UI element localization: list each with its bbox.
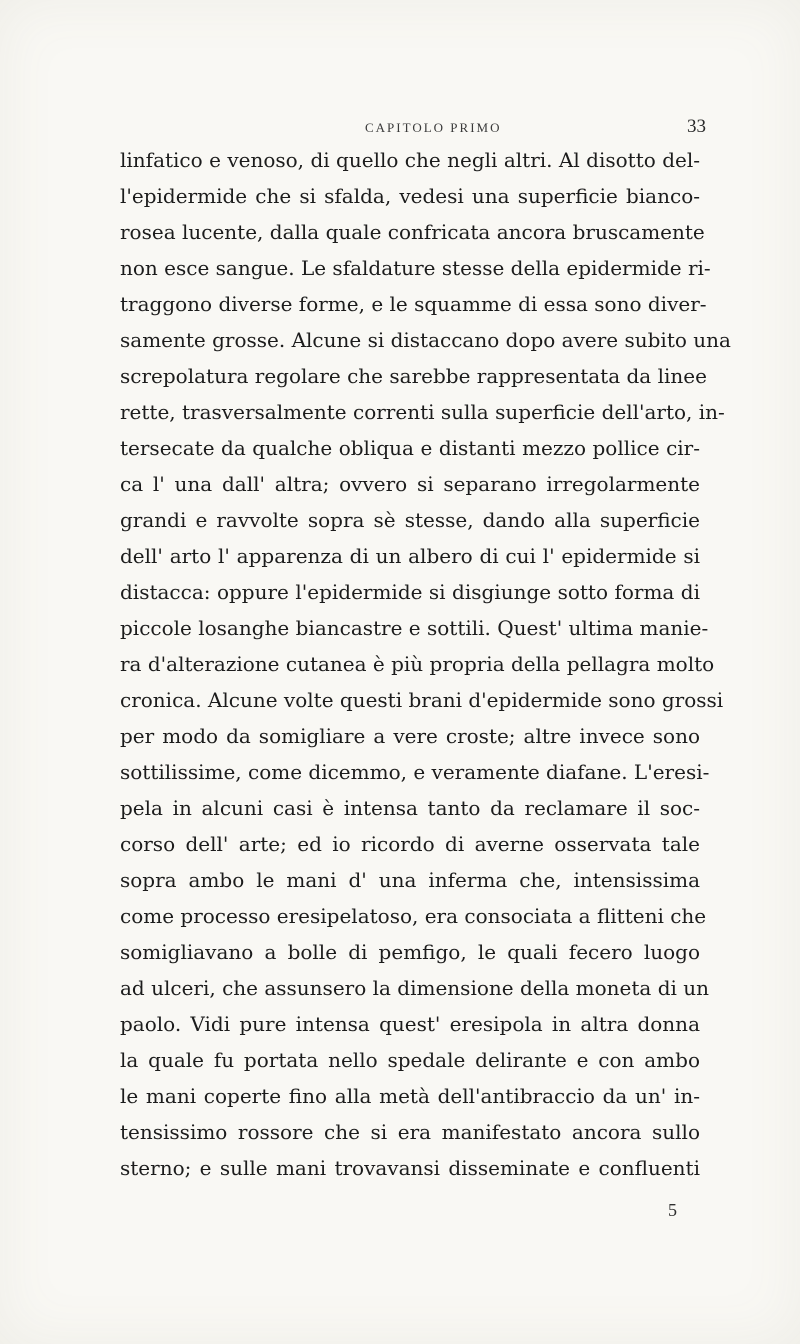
text-line: somigliavano a bolle di pemfigo, le quali fecero luogo (120, 940, 700, 964)
text-line: distacca: oppure l'epidermide si disgiunge sotto forma di (120, 580, 700, 604)
text-line: ra d'alterazione cutanea è più propria della pellagra molto (120, 652, 715, 676)
text-line: sottilissime, come dicemmo, e veramente diafane. L'eresi- (120, 760, 710, 784)
text-line: pela in alcuni casi è intensa tanto da reclamare il soc- (120, 796, 700, 820)
text-line: tersecate da qualche obliqua e distanti mezzo pollice cir- (120, 436, 700, 460)
text-line: samente grosse. Alcune si distaccano dopo avere subito una (120, 328, 731, 352)
text-line: le mani coperte fino alla metà dell'antibraccio da un' in- (120, 1084, 700, 1108)
text-line: l'epidermide che si sfalda, vedesi una superficie bianco- (120, 184, 700, 208)
text-line: corso dell' arte; ed io ricordo di averne osservata tale (120, 832, 700, 856)
signature-mark: 5 (668, 1200, 677, 1220)
text-line: ca l' una dall' altra; ovvero si separano irregolarmente (120, 472, 700, 496)
text-line: la quale fu portata nello spedale delirante e con ambo (120, 1048, 700, 1072)
text-line: rette, trasversalmente correnti sulla superficie dell'arto, in- (120, 400, 725, 424)
text-line: screpolatura regolare che sarebbe rappresentata da linee (120, 364, 707, 388)
text-line: linfatico e venoso, di quello che negli altri. Al disotto del- (120, 148, 700, 172)
text-line: rosea lucente, dalla quale confricata ancora bruscamente (120, 220, 705, 244)
page-number: 33 (687, 116, 706, 137)
text-line: ad ulceri, che assunsero la dimensione della moneta di un (120, 976, 710, 1000)
text-line: dell' arto l' apparenza di un albero di cui l' epidermide si (120, 544, 700, 568)
text-line: tensissimo rossore che si era manifestato ancora sullo (120, 1120, 700, 1144)
page-header (0, 116, 800, 140)
running-title: CAPITOLO PRIMO (365, 120, 502, 135)
text-line: cronica. Alcune volte questi brani d'epidermide sono grossi (120, 688, 724, 712)
text-line: sopra ambo le mani d' una inferma che, intensissima (120, 868, 700, 892)
text-line: traggono diverse forme, e le squamme di essa sono diver- (120, 292, 707, 316)
text-line: grandi e ravvolte sopra sè stesse, dando alla superficie (120, 508, 700, 532)
text-line: non esce sangue. Le sfaldature stesse della epidermide ri- (120, 256, 711, 280)
text-line: per modo da somigliare a vere croste; altre invece sono (120, 724, 700, 748)
text-line: come processo eresipelatoso, era consociata a flitteni che (120, 904, 707, 928)
text-line: piccole losanghe biancastre e sottili. Quest' ultima manie- (120, 616, 709, 640)
text-line: sterno; e sulle mani trovavansi disseminate e confluenti (120, 1156, 700, 1180)
text-line: paolo. Vidi pure intensa quest' eresipola in altra donna (120, 1012, 700, 1036)
